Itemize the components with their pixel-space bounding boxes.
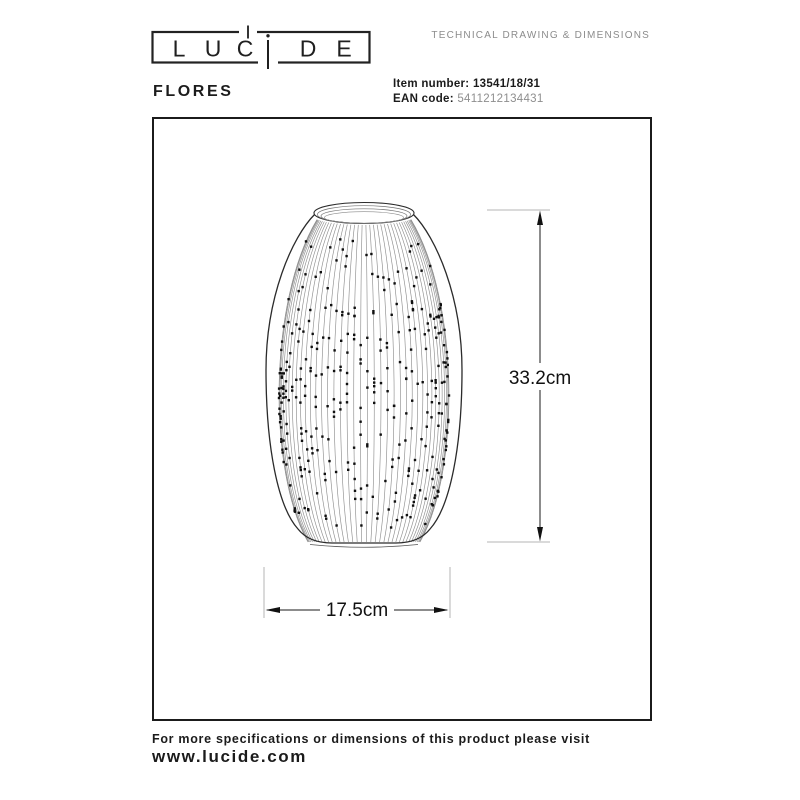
technical-drawing-frame bbox=[152, 117, 652, 721]
logo-letter: D bbox=[299, 35, 317, 62]
arrow-left-icon bbox=[266, 607, 281, 613]
footer-note: For more specifications or dimensions of this product please visit bbox=[152, 732, 590, 746]
width-dimension-label: 17.5cm bbox=[325, 600, 389, 621]
vase-silhouette bbox=[266, 214, 462, 543]
vase-ribs bbox=[279, 220, 449, 542]
arrow-down-icon bbox=[537, 527, 543, 542]
doc-type-label: TECHNICAL DRAWING & DIMENSIONS bbox=[431, 30, 650, 41]
lucide-logo bbox=[151, 25, 371, 75]
vase-technical-drawing bbox=[154, 119, 650, 719]
item-number-value: 13541/18/31 bbox=[472, 78, 541, 90]
vase-base-line bbox=[310, 545, 418, 548]
logo-letter-i-dot bbox=[266, 34, 269, 37]
arrow-up-icon bbox=[537, 211, 543, 226]
ean-row bbox=[393, 92, 544, 107]
item-number-row bbox=[393, 77, 544, 92]
vase-rim bbox=[314, 203, 414, 224]
logo-letter: E bbox=[336, 35, 352, 62]
height-dimension bbox=[487, 210, 578, 542]
ean-value: 5411212134431 bbox=[457, 93, 544, 105]
height-dimension-label: 33.2cm bbox=[508, 368, 572, 389]
width-dimension bbox=[264, 567, 450, 621]
logo-letter: L bbox=[172, 35, 186, 62]
product-name: FLORES bbox=[153, 83, 234, 100]
item-info bbox=[393, 77, 544, 107]
arrow-right-icon bbox=[434, 607, 449, 613]
logo-letter: U bbox=[204, 35, 222, 62]
ean-label: EAN code: bbox=[393, 93, 454, 105]
website-url: www.lucide.com bbox=[152, 747, 307, 766]
item-number-label: Item number: bbox=[393, 78, 470, 90]
logo-letter: C bbox=[236, 35, 254, 62]
